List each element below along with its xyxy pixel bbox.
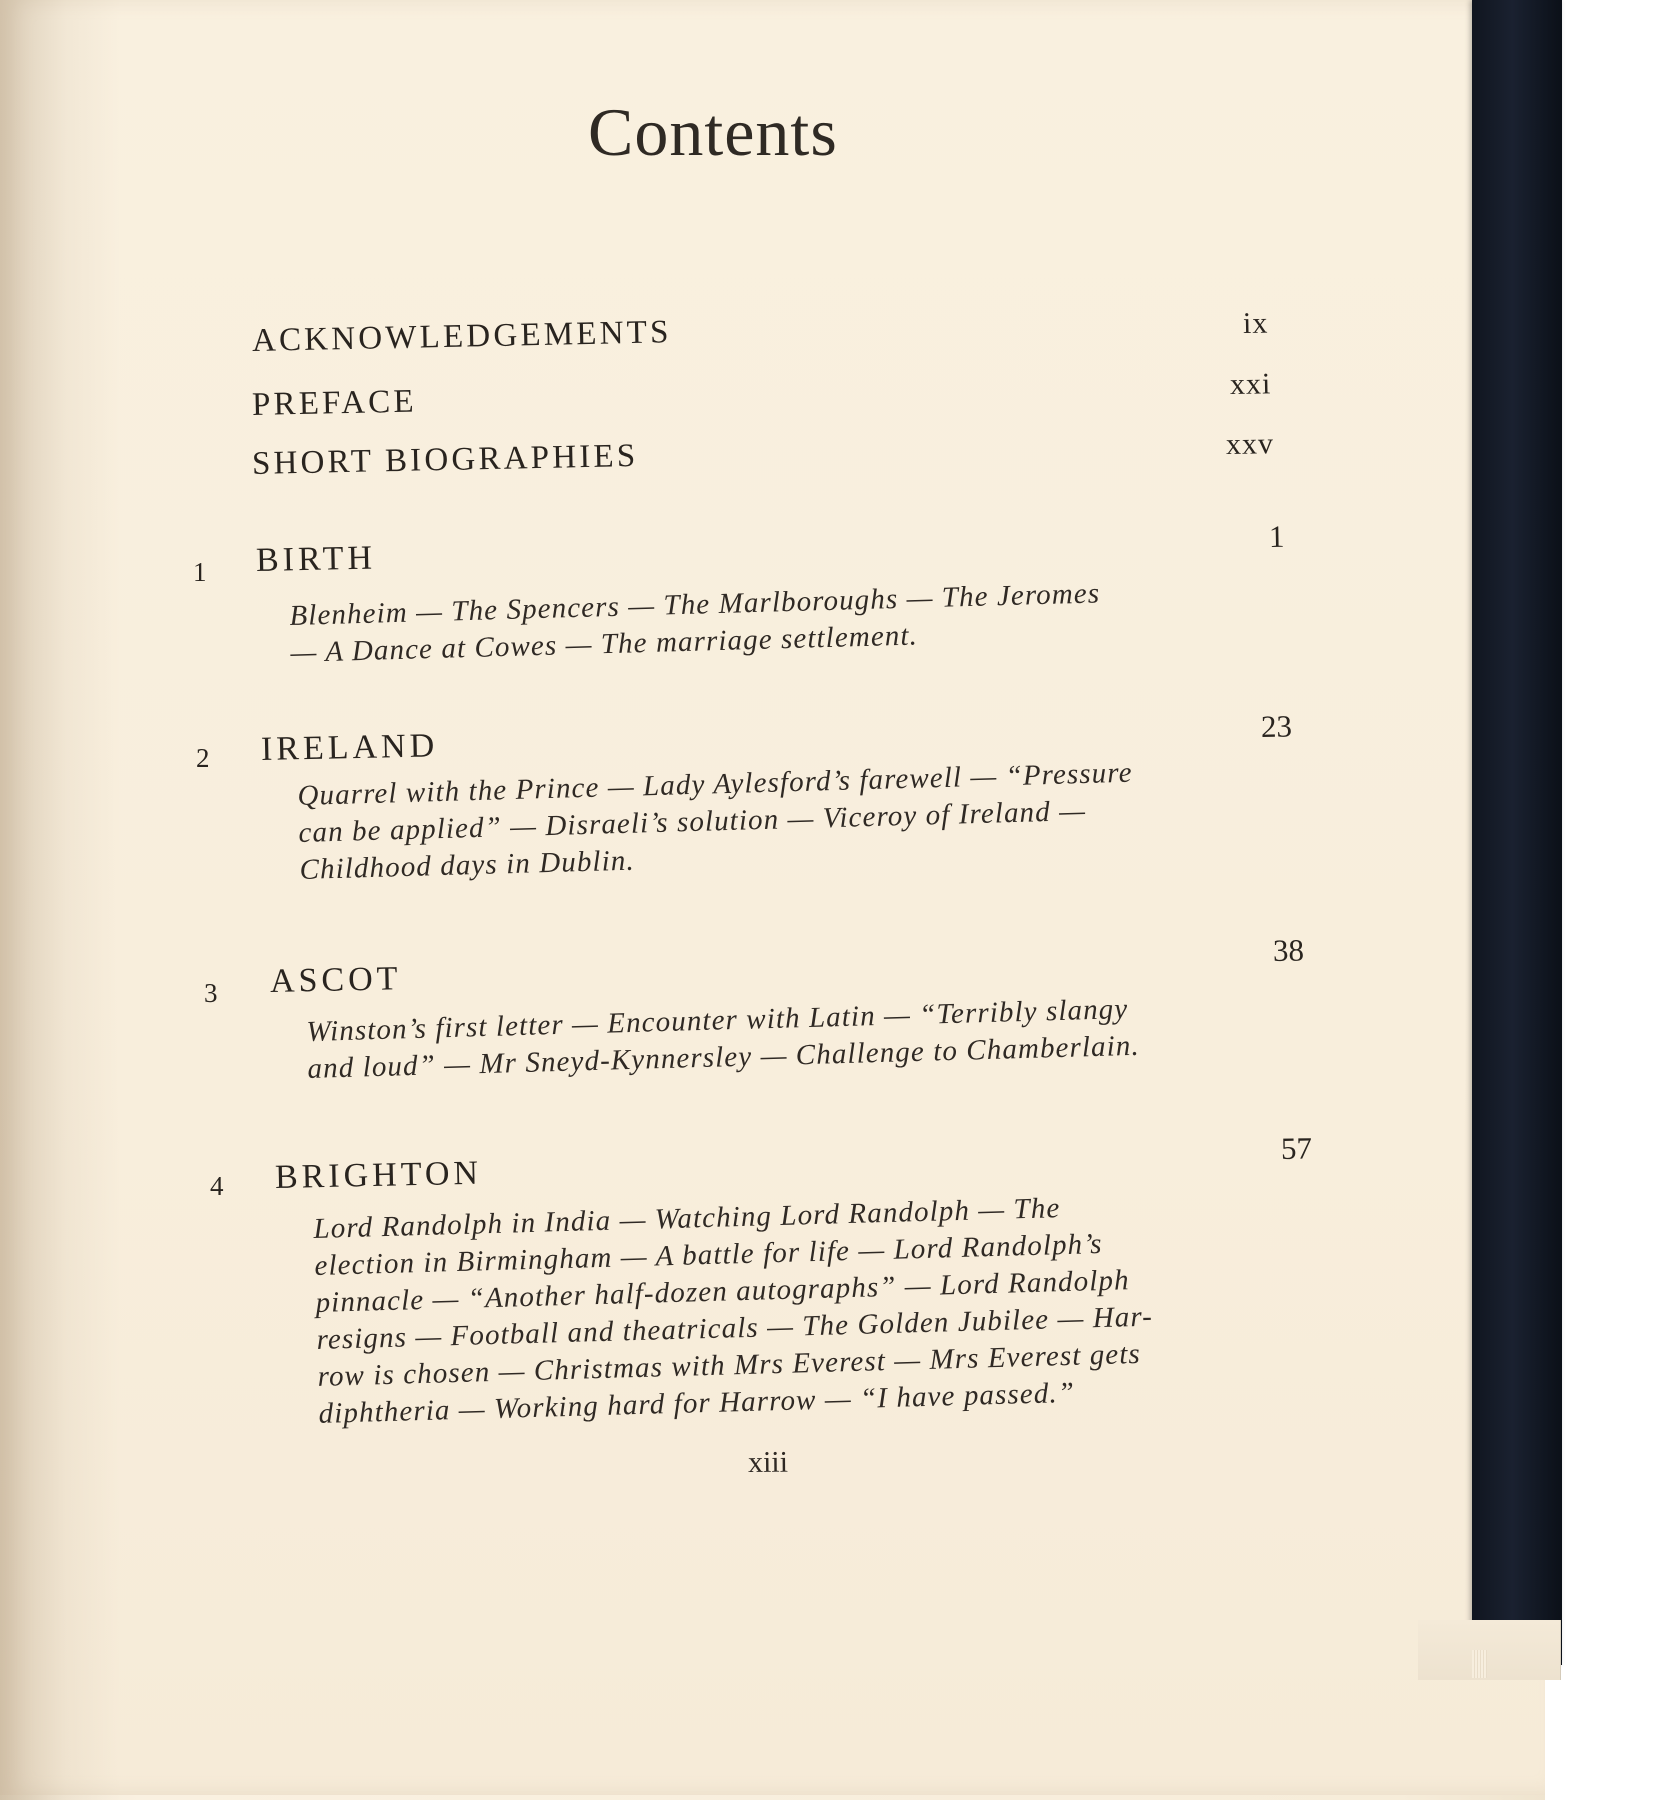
front-matter-preface-page: xxi bbox=[1229, 367, 1272, 401]
chapter-3-title: ASCOT bbox=[269, 960, 402, 1000]
chapter-4-title: BRIGHTON bbox=[274, 1154, 483, 1196]
front-matter-acknowledgements-page: ix bbox=[1242, 306, 1269, 340]
page-number: xiii bbox=[747, 1445, 789, 1479]
chapter-1-number: 1 bbox=[193, 557, 207, 587]
chapter-3-page: 38 bbox=[1272, 932, 1305, 968]
chapter-2-page: 23 bbox=[1260, 708, 1293, 744]
page-title: Contents bbox=[588, 94, 838, 170]
book-cover-edge bbox=[1472, 0, 1562, 1665]
chapter-1-description: Blenheim — The Spencers — The Marlboroughs — The Jeromes — A Dance at Cowes — The marriage settlement. bbox=[289, 577, 1101, 669]
chapter-2-description: Quarrel with the Prince — Lady Aylesford’s farewell — “Pressure can be applied” — Disraeli’s solution — Viceroy of Ireland — Childhood days in Dublin. bbox=[297, 756, 1133, 886]
front-matter-short-biographies-page: xxv bbox=[1225, 427, 1275, 461]
page-stack-edge bbox=[1472, 1650, 1487, 1678]
chapter-3-description: Winston’s first letter — Encounter with Latin — “Terribly slangy and loud” — Mr Sneyd-Kynnersley — Challenge to Chamberlain. bbox=[306, 993, 1141, 1085]
chapter-3-number: 3 bbox=[204, 978, 218, 1008]
front-matter-preface-title: PREFACE bbox=[251, 383, 418, 423]
chapter-4-page: 57 bbox=[1280, 1130, 1313, 1166]
front-matter-short-biographies-title: SHORT BIOGRAPHIES bbox=[251, 437, 639, 482]
chapter-4-number: 4 bbox=[210, 1171, 224, 1201]
chapter-2-title: IRELAND bbox=[260, 727, 439, 768]
chapter-4-description: Lord Randolph in India — Watching Lord Randolph — The election in Birmingham — A battle for life — Lord Randolph’s pinnacle — “Another half-dozen autographs” — Lord Randolph resigns — Football and theatricals — The Golden Jubilee — Har- row is chosen — Christmas with Mrs Everest — Mrs Everest gets diphtheria — Working hard for Harrow — “I have passed.” bbox=[313, 1192, 1154, 1430]
page-corner bbox=[1418, 1620, 1561, 1680]
chapter-2-number: 2 bbox=[196, 743, 210, 773]
chapter-1-title: BIRTH bbox=[255, 539, 377, 579]
front-matter-acknowledgements-title: ACKNOWLEDGEMENTS bbox=[251, 314, 672, 359]
chapter-1-page: 1 bbox=[1268, 518, 1285, 554]
